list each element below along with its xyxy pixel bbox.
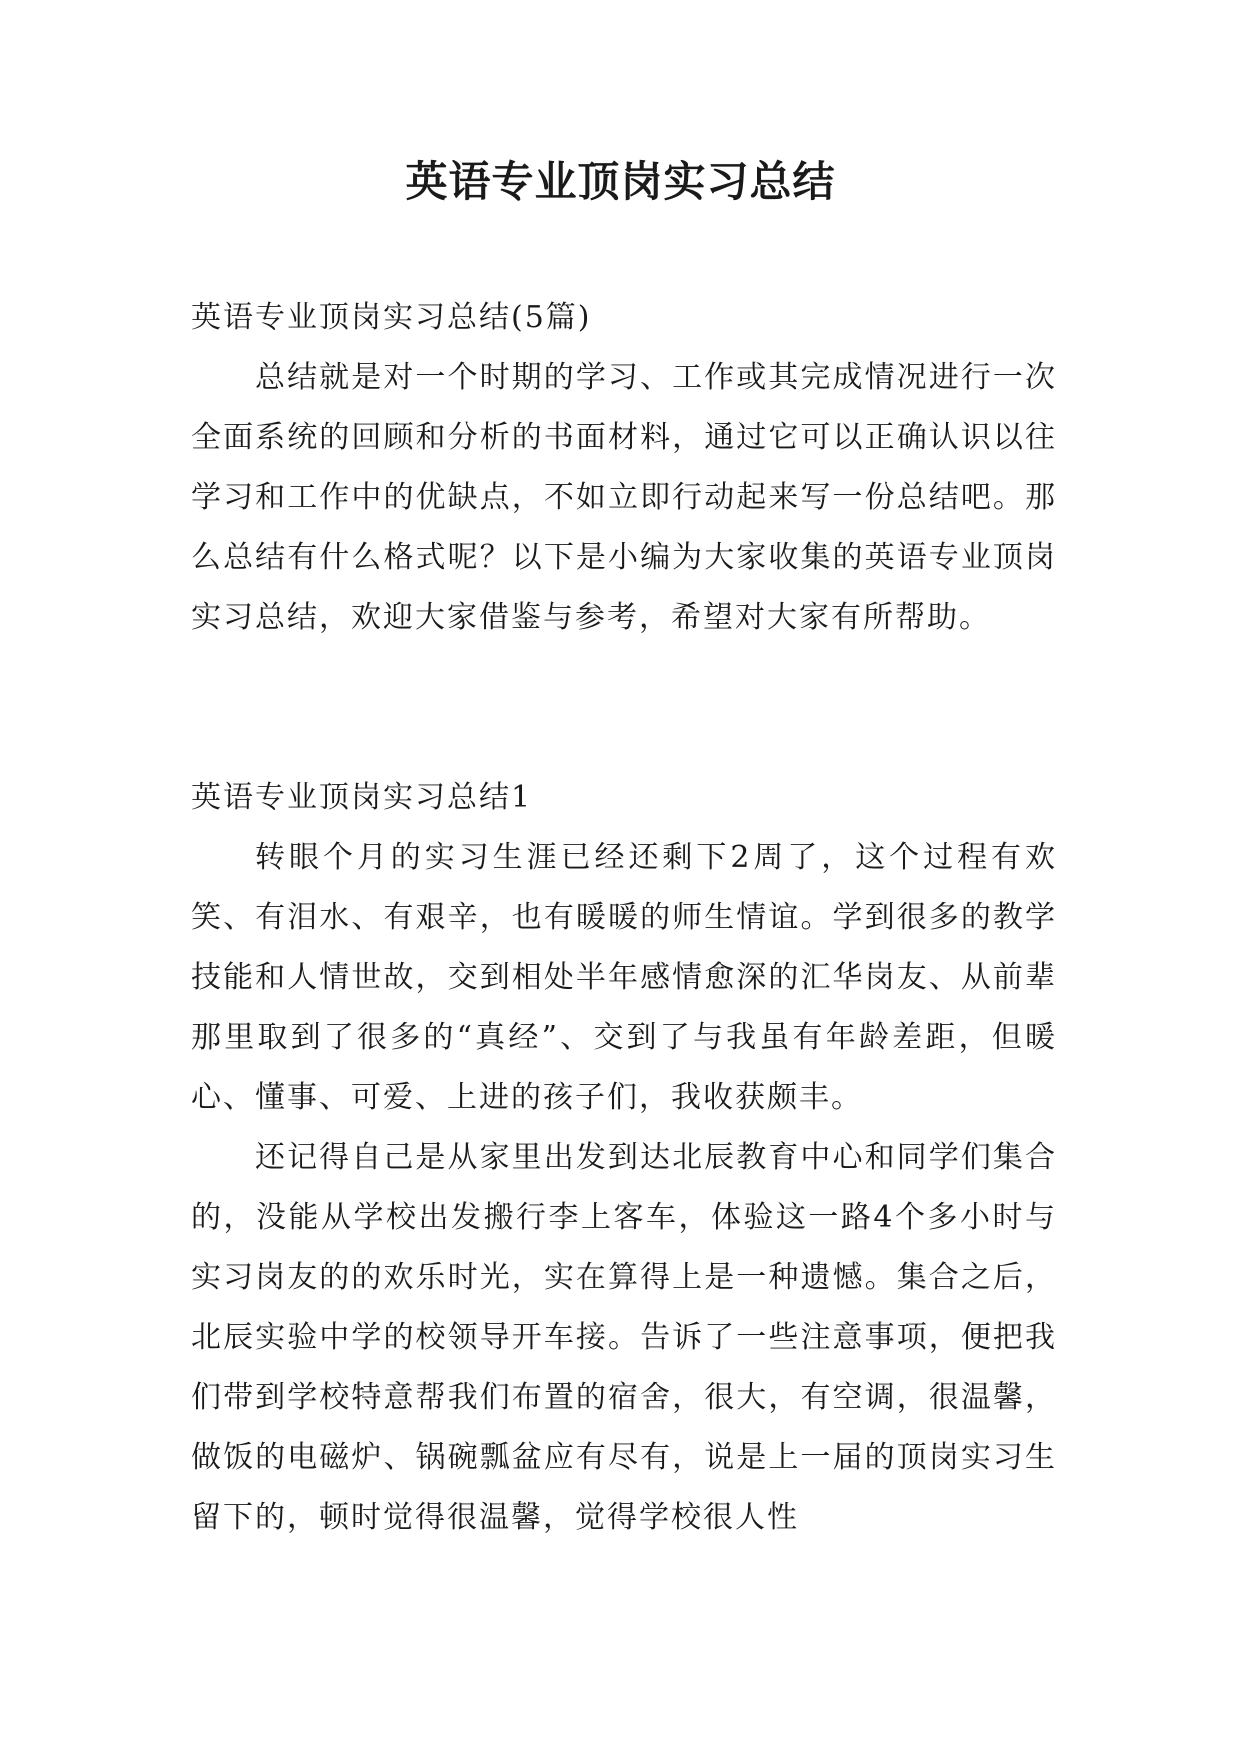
document-body xyxy=(191,288,1057,1548)
body-paragraph: 还记得自己是从家里出发到达北辰教育中心和同学们集合的，没能从学校出发搬行李上客车，体验这一路4个多小时与实习岗友的的欢乐时光，实在算得上是一种遗憾。集合之后，北辰实验中学的校领导开车接。告诉了一些注意事项，便把我们带到学校特意帮我们布置的宿舍，很大，有空调，很温馨，做饭的电磁炉、锅碗瓢盆应有尽有，说是上一届的顶岗实习生留下的，顿时觉得很温馨，觉得学校很人性 xyxy=(191,1140,1057,1535)
section-heading: 英语专业顶岗实习总结1 xyxy=(191,780,533,815)
document-subtitle: 英语专业顶岗实习总结(5篇) xyxy=(191,300,592,335)
section-gap xyxy=(191,648,1057,768)
intro-paragraph: 总结就是对一个时期的学习、工作或其完成情况进行一次全面系统的回顾和分析的书面材料，通过它可以正确认识以往学习和工作中的优缺点，不如立即行动起来写一份总结吧。那么总结有什么格式呢？以下是小编为大家收集的英语专业顶岗实习总结，欢迎大家借鉴与参考，希望对大家有所帮助。 xyxy=(191,360,1057,635)
document-title: 英语专业顶岗实习总结 xyxy=(405,157,836,206)
body-paragraph: 转眼个月的实习生涯已经还剩下2周了，这个过程有欢笑、有泪水、有艰辛，也有暖暖的师生情谊。学到很多的教学技能和人情世故，交到相处半年感情愈深的汇华岗友、从前辈那里取到了很多的“真经”、交到了与我虽有年龄差距，但暖心、懂事、可爱、上进的孩子们，我收获颇丰。 xyxy=(191,840,1057,1115)
